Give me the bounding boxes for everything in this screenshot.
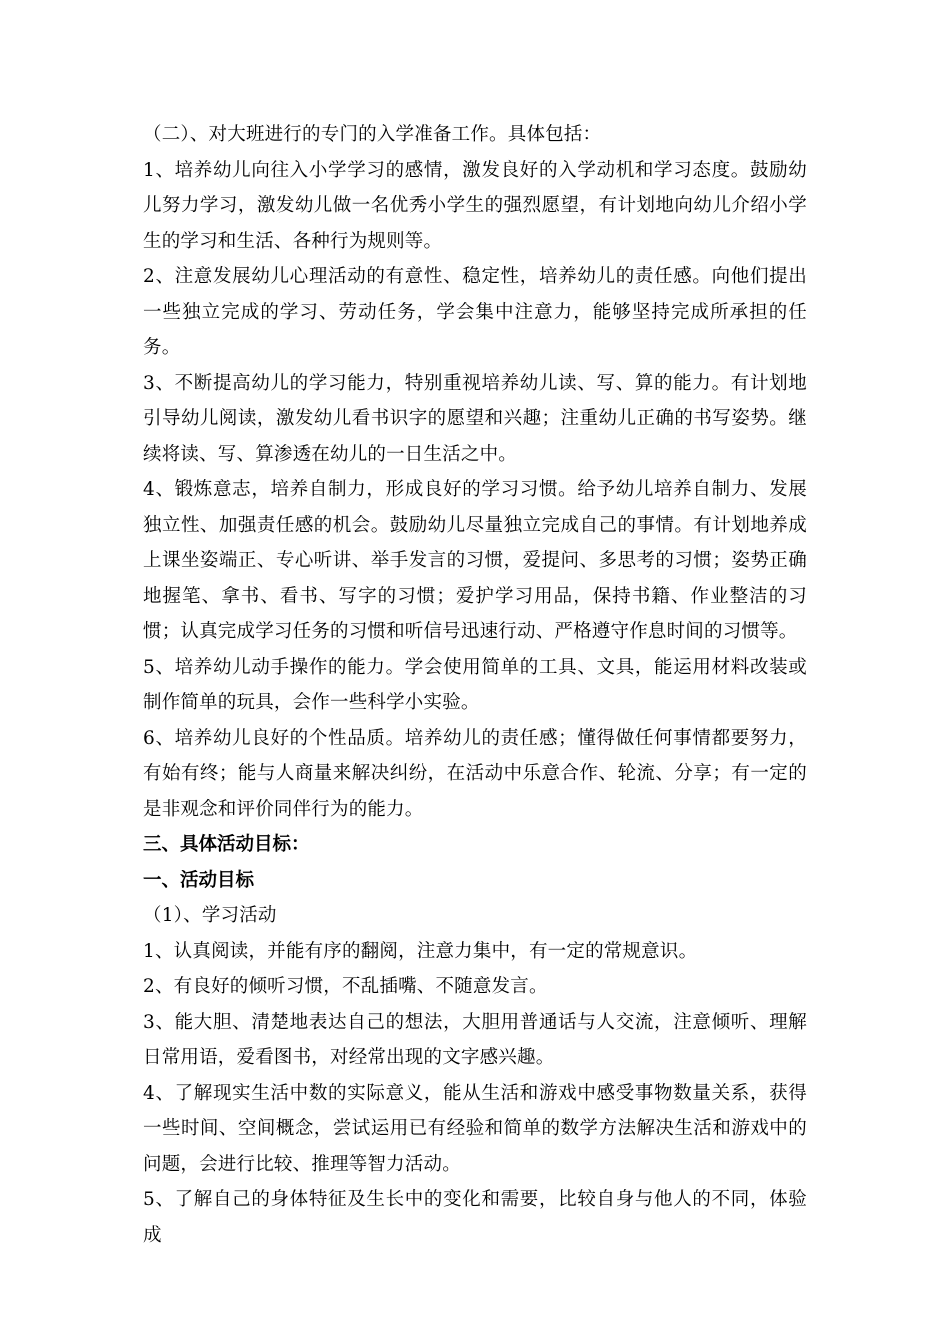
section-intro-paragraph: （二）、对大班进行的专门的入学准备工作。具体包括：	[143, 124, 602, 145]
goal-item-1: 1、认真阅读，并能有序的翻阅，注意力集中，有一定的常规意识。	[143, 940, 698, 962]
goal-item-2: 2、有良好的倾听习惯，不乱插嘴、不随意发言。	[143, 976, 548, 997]
preparation-item-5: 5、培养幼儿动手操作的能力。学会使用简单的工具、文具，能运用材料改装或制作简单的玩具，会作一些科学小实验。	[143, 656, 807, 713]
preparation-item-1: 1、培养幼儿向往入小学学习的感情，激发良好的入学动机和学习态度。鼓励幼儿努力学习，激发幼儿做一名优秀小学生的强烈愿望，有计划地向幼儿介绍小学生的学习和生活、各种行为规则等。	[143, 159, 807, 252]
preparation-item-3: 3、不断提高幼儿的学习能力，特别重视培养幼儿读、写、算的能力。有计划地引导幼儿阅读，激发幼儿看书识字的愿望和兴趣；注重幼儿正确的书写姿势。继续将读、写、算渗透在幼儿的一日生活之中。	[143, 372, 807, 465]
goal-item-4: 4、了解现实生活中数的实际意义，能从生活和游戏中感受事物数量关系，获得一些时间、空间概念，尝试运用已有经验和简单的数学方法解决生活和游戏中的问题，会进行比较、推理等智力活动。	[143, 1082, 807, 1175]
preparation-item-2: 2、注意发展幼儿心理活动的有意性、稳定性，培养幼儿的责任感。向他们提出一些独立完成的学习、劳动任务，学会集中注意力，能够坚持完成所承担的任务。	[143, 266, 807, 358]
section-heading-activity-goals: 三、具体活动目标：	[143, 834, 310, 855]
goal-item-5: 5、了解自己的身体特征及生长中的变化和需要，比较自身与他人的不同，体验成	[143, 1189, 807, 1246]
document-body	[143, 117, 807, 1253]
goal-item-3: 3、能大胆、清楚地表达自己的想法，大胆用普通话与人交流，注意倾听、理解日常用语，爱看图书，对经常出现的文字感兴趣。	[143, 1011, 807, 1068]
subsection-heading-activity-goals: 一、活动目标	[143, 869, 255, 891]
subsection-label-learning-activities: （1）、学习活动	[143, 905, 277, 926]
preparation-item-6: 6、培养幼儿良好的个性品质。培养幼儿的责任感；懂得做任何事情都要努力，有始有终；能与人商量来解决纠纷，在活动中乐意合作、轮流、分享；有一定的是非观念和评价同伴行为的能力。	[143, 727, 807, 820]
preparation-item-4: 4、锻炼意志，培养自制力，形成良好的学习习惯。给予幼儿培养自制力、发展独立性、加强责任感的机会。鼓励幼儿尽量独立完成自己的事情。有计划地养成上课坐姿端正、专心听讲、举手发言的习惯，爱提问、多思考的习惯；姿势正确地握笔、拿书、看书、写字的习惯；爱护学习用品，保持书籍、作业整洁的习惯；认真完成学习任务的习惯和听信号迅速行动、严格遵守作息时间的习惯等。	[143, 479, 807, 642]
